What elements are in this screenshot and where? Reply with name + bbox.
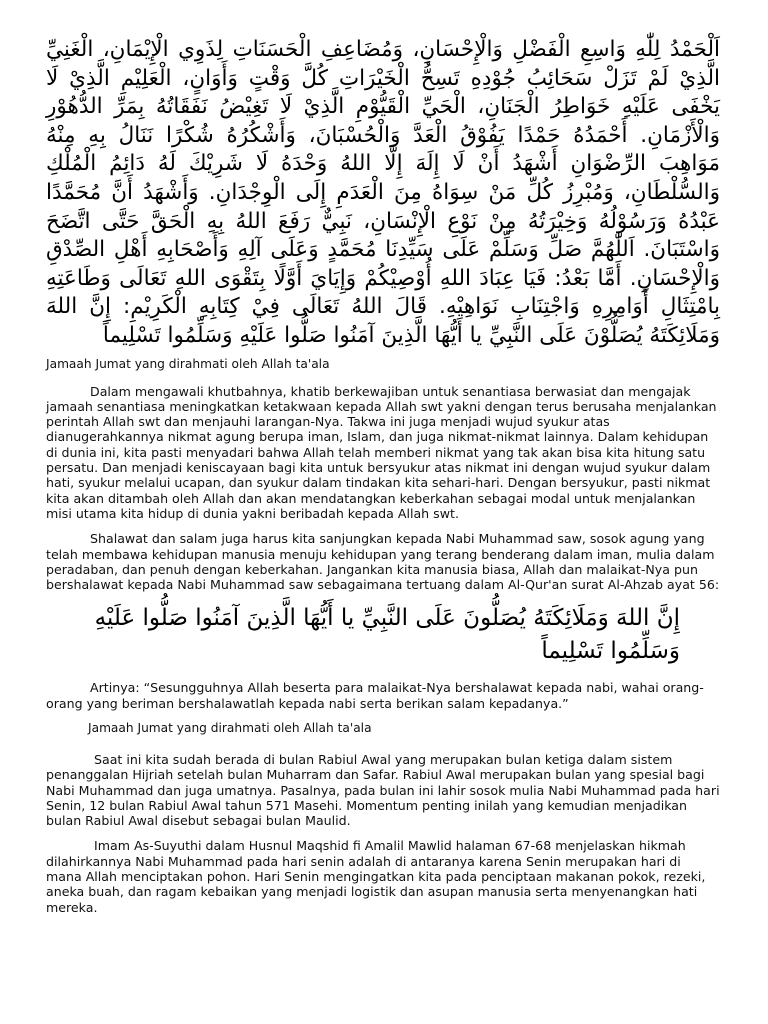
paragraph-taqwa: Dalam mengawali khutbahnya, khatib berkewajiban untuk senantiasa berwasiat dan mengajak jamaah senantiasa meningkatkan ketakwaan kepada Allah swt yakni dengan terus berusaha menjalankan perintah Allah swt dan menjauhi larangan-Nya. Takwa ini juga menjadi wujud syukur atas dianugerahkannya nikmat agung berupa iman, Islam, dan juga nikmat-nikmat lainnya. Dalam kehidupan di dunia ini, kita pasti menyadari bahwa Allah telah memberi nikmat yang tak akan bisa kita hitung satu persatu. Dan menjadi keniscayaan bagi kita untuk bersyukur atas nikmat ini dengan wujud syukur dalam hati, syukur melalui ucapan, dan syukur dalam tindakan kita sehari-hari. Dengan bersyukur, pasti nikmat kita akan ditambah oleh Allah dan akan mendatangkan keberkahan sebagai modal untuk menjalankan misi utama kita hidup di dunia yakni beribadah kepada Allah swt. bbox=[46, 383, 717, 521]
greeting-heading-1: Jamaah Jumat yang dirahmati oleh Allah ta'ala bbox=[46, 356, 330, 371]
greeting-heading-2: Jamaah Jumat yang dirahmati oleh Allah ta'ala bbox=[88, 720, 372, 735]
arabic-opening-sermon: اَلْحَمْدُ لِلّٰهِ وَاسِعِ الْفَضْلِ وَالْإِحْسَانِ، وَمُضَاعِفِ الْحَسَنَاتِ لِذَوِي الْإِيْمَانِ، الْغَنِيِّ الَّذِيْ لَمْ تَزَلْ سَحَائِبُ جُوْدِهِ تَسِحُّ الْخَيْرَاتِ كُلَّ وَقْتٍ وَأَوَانٍ، الْعَلِيْمِ الَّذِيْ لَا يَخْفَى عَلَيْهِ خَوَاطِرُ الْجَنَانِ، الْحَيِّ الْقَيُّوْمِ الَّذِيْ لَا تَغِيْضُ نَفَقَاتُهُ بِمَرِّ الدُّهُوْرِ وَالْأَزْمَانِ. أَحْمَدُهُ حَمْدًا يَفُوْقُ الْعَدَّ وَالْحُسْبَانَ، وَأَشْكُرُهُ شُكْرًا نَنَالُ بِهِ مِنْهُ مَوَاهِبَ الرِّضْوَانِ أَشْهَدُ أَنْ لَا إِلَهَ إِلَّا اللهُ وَحْدَهُ لَا شَرِيْكَ لَهُ دَائِمُ الْمُلْكِ وَالسُّلْطَانِ، وَمُبْرِزُ كُلِّ مَنْ سِوَاهُ مِنَ الْعَدَمِ إِلَى الْوِجْدَانِ. وَأَشْهَدُ أَنَّ مُحَمَّدًا عَبْدُهُ وَرَسُوْلُهُ وَخِيْرَتُهُ مِنْ نَوْعِ الْإِنْسَانِ، نَبِيٌّ رَفَعَ اللهُ بِهِ الْحَقَّ حَتَّى اتَّضَحَ وَاسْتَبَانَ. اَللّٰهُمَّ صَلِّ وَسَلِّمْ عَلَى سَيِّدِنَا مُحَمَّدٍ وَعَلَى آلِهِ وَأَصْحَابِهِ أَهْلِ الصِّدْقِ وَالْإِحْسَانِ. أَمَّا بَعْدُ: فَيَا عِبَادَ اللهِ أُوْصِيْكُمْ وَإِيَايَ أَوَّلًا بِتَقْوَى اللهِ تَعَالَى وَطَاعَتِهِ بِامْتِثَالِ أَوَامِرِهِ وَاجْتِنَابِ نَوَاهِيْهِ. قَالَ اللهُ تَعَالَى فِيْ كِتَابِهِ الْكَرِيْمِ: إِنَّ اللهَ وَمَلَائِكَتَهُ يُصَلُّوْنَ عَلَى النَّبِيِّ يا أَيُّهَا الَّذِينَ آمَنُوا صَلُّوا عَلَيْهِ وَسَلِّمُوا تَسْلِيماً bbox=[46, 37, 720, 348]
verse-translation: Artinya: “Sesungguhnya Allah beserta para malaikat-Nya bershalawat kepada nabi, wahai orang-orang yang beriman bershalawatlah kepada nabi serta berikan salam kepadanya.” bbox=[46, 680, 704, 711]
paragraph-shalawat: Shalawat dan salam juga harus kita sanjungkan kepada Nabi Muhammad saw, sosok agung yang telah membawa kehidupan manusia menuju kehidupan yang terang benderang dalam iman, mulia dalam peradaban, dan penuh dengan keberkahan. Jangankan kita manusia biasa, Allah dan malaikat-Nya pun bershalawat kepada Nabi Muhammad saw sebagaimana tertuang dalam Al-Qur'an surat Al-Ahzab ayat 56: bbox=[46, 531, 720, 593]
paragraph-as-suyuthi: Imam As-Suyuthi dalam Husnul Maqshid fi Amalil Mawlid halaman 67-68 menjelaskan hikmah dilahirkannya Nabi Muhammad pada hari senin adalah di antaranya karena Senin merupakan hari di mana Allah menciptakan pohon. Hari Senin mengingatkan kita pada penciptaan makanan pokok, rezeki, aneka buah, dan ragam kebaikan yang menjadi logistik dan asupan manusia serta menyenangkan hati mereka. bbox=[46, 838, 706, 915]
paragraph-rabiul-awal: Saat ini kita sudah berada di bulan Rabiul Awal yang merupakan bulan ketiga dalam sistem penanggalan Hijriah setelah bulan Muharram dan Safar. Rabiul Awal merupakan bulan yang spesial bagi Nabi Muhammad dan juga umatnya. Pasalnya, pada bulan ini lahir sosok mulia Nabi Muhammad pada hari Senin, 12 bulan Rabiul Awal tahun 571 Masehi. Momentum penting inilah yang kemudian menjadikan bulan Rabiul Awal disebut sebagai bulan Maulid. bbox=[46, 751, 720, 829]
arabic-quran-verse: إِنَّ اللهَ وَمَلَائِكَتَهُ يُصَلُّونَ عَلَى النَّبِيِّ يا أَيُّهَا الَّذِينَ آمَنُوا صَلُّوا عَلَيْهِ وَسَلِّمُوا تَسْلِيماً bbox=[94, 605, 680, 665]
